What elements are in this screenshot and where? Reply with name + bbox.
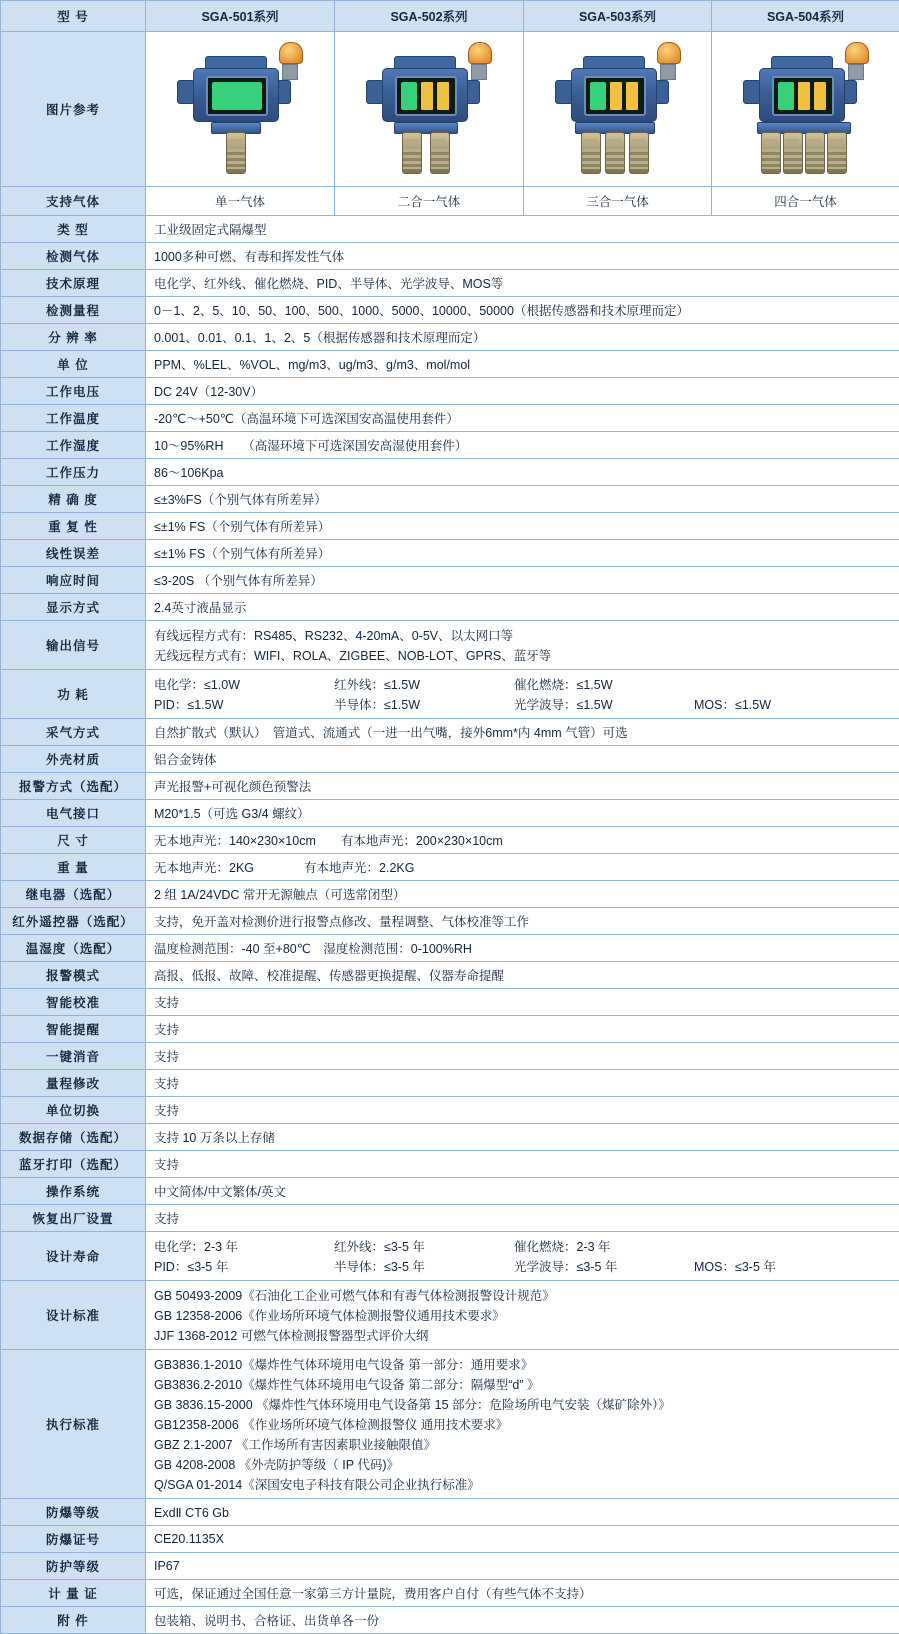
row-label: 技术原理 (1, 270, 146, 297)
table-row (1, 908, 899, 935)
row-value: CE20.1135X (146, 1526, 899, 1553)
exec-standard-item: GB 4208-2008 《外壳防护等级（ IP 代码)》 (154, 1454, 891, 1474)
table-row (1, 1124, 899, 1151)
row-value: IP67 (146, 1553, 899, 1580)
lifespan-catalytic: 催化燃烧：2-3 年 (514, 1237, 611, 1255)
row-value: 工业级固定式隔爆型 (146, 216, 899, 243)
row-label: 类 型 (1, 216, 146, 243)
table-row-gas-support (1, 187, 899, 216)
row-label: 工作压力 (1, 459, 146, 486)
row-value: 1000多种可燃、有毒和挥发性气体 (146, 243, 899, 270)
row-label: 量程修改 (1, 1070, 146, 1097)
row-label: 附 件 (1, 1607, 146, 1634)
row-value: ≤±3%FS（个别气体有所差异） (146, 486, 899, 513)
row-label: 报警模式 (1, 962, 146, 989)
gas-detector-illustration-3 (543, 38, 693, 180)
design-standard-item: GB 12358-2006《作业场所环境气体检测报警仪通用技术要求》 (154, 1305, 891, 1325)
table-row (1, 1178, 899, 1205)
power-catalytic: 催化燃烧：≤1.5W (514, 675, 613, 693)
table-row-exec-standard (1, 1350, 899, 1499)
row-label: 尺 寸 (1, 827, 146, 854)
row-value: 支持 (146, 1205, 899, 1232)
table-row (1, 1607, 899, 1634)
table-row (1, 881, 899, 908)
table-row (1, 405, 899, 432)
table-row (1, 243, 899, 270)
row-label: 报警方式（选配） (1, 773, 146, 800)
table-row (1, 962, 899, 989)
table-row (1, 1151, 899, 1178)
row-label: 单 位 (1, 351, 146, 378)
row-value: 声光报警+可视化颜色预警法 (146, 773, 899, 800)
row-value: ≤3-20S （个别气体有所差异） (146, 567, 899, 594)
row-label: 蓝牙打印（选配） (1, 1151, 146, 1178)
table-row (1, 1097, 899, 1124)
gas-support-2: 二合一气体 (335, 187, 524, 216)
table-row (1, 1043, 899, 1070)
row-label: 显示方式 (1, 594, 146, 621)
row-value: -20℃～+50℃（高温环境下可选深国安高温使用套件） (146, 405, 899, 432)
row-label-model: 型 号 (1, 1, 146, 32)
table-row-images (1, 32, 899, 187)
row-label-power: 功 耗 (1, 670, 146, 719)
row-label: 检测量程 (1, 297, 146, 324)
exec-standard-item: GB3836.2-2010《爆炸性气体环境用电气设备 第二部分：隔爆型“d” 》 (154, 1374, 891, 1394)
table-row (1, 351, 899, 378)
row-label-gas-support: 支持气体 (1, 187, 146, 216)
row-value: 中文简体/中文繁体/英文 (146, 1178, 899, 1205)
row-value: 支持，免开盖对检测价进行报警点修改、量程调整、气体校准等工作 (146, 908, 899, 935)
model-name-4: SGA-504系列 (712, 1, 899, 32)
table-row (1, 1553, 899, 1580)
table-row (1, 540, 899, 567)
row-value: 包装箱、说明书、合格证、出货单各一份 (146, 1607, 899, 1634)
row-value: 支持 (146, 1043, 899, 1070)
row-label: 电气接口 (1, 800, 146, 827)
table-row (1, 746, 899, 773)
design-standard-item: JJF 1368-2012 可燃气体检测报警器型式评价大纲 (154, 1325, 891, 1345)
row-value: 0－1、2、5、10、50、100、500、1000、5000、10000、50000（根据传感器和技术原理而定） (146, 297, 899, 324)
row-label: 智能校准 (1, 989, 146, 1016)
row-label: 数据存储（选配） (1, 1124, 146, 1151)
row-value: 支持 (146, 1016, 899, 1043)
row-label: 红外遥控器（选配） (1, 908, 146, 935)
row-value: 0.001、0.01、0.1、1、2、5（根据传感器和技术原理而定） (146, 324, 899, 351)
row-label: 精 确 度 (1, 486, 146, 513)
row-label: 防爆等级 (1, 1499, 146, 1526)
row-label: 恢复出厂设置 (1, 1205, 146, 1232)
table-row (1, 297, 899, 324)
row-label-output-signal: 输出信号 (1, 621, 146, 670)
row-label-exec-standard: 执行标准 (1, 1350, 146, 1499)
power-mos: MOS：≤1.5W (694, 695, 771, 713)
table-row (1, 854, 899, 881)
row-label: 响应时间 (1, 567, 146, 594)
row-value: DC 24V（12-30V） (146, 378, 899, 405)
lifespan-line-2 (154, 1256, 891, 1276)
table-row (1, 378, 899, 405)
gas-support-1: 单一气体 (146, 187, 335, 216)
row-label: 工作温度 (1, 405, 146, 432)
product-image-3 (524, 32, 712, 187)
row-value: 铝合金铸体 (146, 746, 899, 773)
row-label: 线性误差 (1, 540, 146, 567)
model-name-1: SGA-501系列 (146, 1, 335, 32)
row-value: 无本地声光：2KG 有本地声光：2.2KG (146, 854, 899, 881)
row-label: 温湿度（选配） (1, 935, 146, 962)
lifespan-semiconductor: 半导体：≤3-5 年 (334, 1257, 514, 1275)
row-value-design-standard (146, 1281, 899, 1350)
row-value: 2.4英寸液晶显示 (146, 594, 899, 621)
row-label: 重 量 (1, 854, 146, 881)
row-value: 高报、低报、故障、校准提醒、传感器更换提醒、仪器寿命提醒 (146, 962, 899, 989)
row-value: M20*1.5（可选 G3/4 螺纹） (146, 800, 899, 827)
exec-standard-item: GB12358-2006 《作业场所环境气体检测报警仪 通用技术要求》 (154, 1414, 891, 1434)
table-row-design-standard (1, 1281, 899, 1350)
product-image-1 (146, 32, 335, 187)
row-label: 一键消音 (1, 1043, 146, 1070)
lifespan-optical: 光学波导：≤3-5 年 (514, 1257, 694, 1275)
row-value: ≤±1% FS（个别气体有所差异） (146, 513, 899, 540)
gas-detector-illustration-2 (354, 38, 504, 180)
table-row (1, 773, 899, 800)
exec-standard-item: GB3836.1-2010《爆炸性气体环境用电气设备 第一部分：通用要求》 (154, 1354, 891, 1374)
row-label: 操作系统 (1, 1178, 146, 1205)
lifespan-ir: 红外线：≤3-5 年 (334, 1237, 514, 1255)
table-row (1, 935, 899, 962)
row-label: 防爆证号 (1, 1526, 146, 1553)
table-row (1, 432, 899, 459)
power-line-2 (154, 694, 891, 714)
output-signal-wireless: 无线远程方式有：WIFI、ROLA、ZIGBEE、NOB-LOT、GPRS、蓝牙等 (154, 645, 891, 665)
row-label: 检测气体 (1, 243, 146, 270)
table-row (1, 1499, 899, 1526)
table-row (1, 800, 899, 827)
row-label: 计 量 证 (1, 1580, 146, 1607)
row-label-design-standard: 设计标准 (1, 1281, 146, 1350)
table-row (1, 719, 899, 746)
row-value-exec-standard (146, 1350, 899, 1499)
row-value: 支持 (146, 1151, 899, 1178)
model-name-2: SGA-502系列 (335, 1, 524, 32)
row-value: ExdⅡ CT6 Gb (146, 1499, 899, 1526)
lifespan-mos: MOS：≤3-5 年 (694, 1257, 776, 1275)
row-label: 智能提醒 (1, 1016, 146, 1043)
table-row (1, 486, 899, 513)
design-standard-item: GB 50493-2009《石油化工企业可燃气体和有毒气体检测报警设计规范》 (154, 1285, 891, 1305)
row-value-power (146, 670, 899, 719)
row-value: PPM、%LEL、%VOL、mg/m3、ug/m3、g/m3、mol/mol (146, 351, 899, 378)
table-row (1, 324, 899, 351)
table-row-output-signal (1, 621, 899, 670)
table-row (1, 989, 899, 1016)
row-value: 自然扩散式（默认） 管道式、流通式（一进一出气嘴，接外6mm*内 4mm 气管）可选 (146, 719, 899, 746)
table-row (1, 459, 899, 486)
row-label: 防护等级 (1, 1553, 146, 1580)
row-label: 重 复 性 (1, 513, 146, 540)
table-row (1, 1580, 899, 1607)
product-image-4 (712, 32, 899, 187)
gas-support-3: 三合一气体 (524, 187, 712, 216)
power-optical: 光学波导：≤1.5W (514, 695, 694, 713)
power-echem: 电化学：≤1.0W (154, 675, 334, 693)
output-signal-wired: 有线远程方式有：RS485、RS232、4-20mA、0-5V、以太网口等 (154, 625, 891, 645)
row-label-image: 图片参考 (1, 32, 146, 187)
lifespan-pid: PID：≤3-5 年 (154, 1257, 334, 1275)
row-value-lifespan (146, 1232, 899, 1281)
power-pid: PID：≤1.5W (154, 695, 334, 713)
row-label: 单位切换 (1, 1097, 146, 1124)
table-row (1, 567, 899, 594)
table-row (1, 1016, 899, 1043)
row-value: 无本地声光：140×230×10cm 有本地声光：200×230×10cm (146, 827, 899, 854)
row-label: 采气方式 (1, 719, 146, 746)
row-value: 2 组 1A/24VDC 常开无源触点（可选常闭型） (146, 881, 899, 908)
row-label: 继电器（选配） (1, 881, 146, 908)
table-row-model (1, 1, 899, 32)
power-line-1 (154, 674, 891, 694)
table-row (1, 1526, 899, 1553)
row-value: 支持 10 万条以上存储 (146, 1124, 899, 1151)
row-value: 支持 (146, 1097, 899, 1124)
row-value: 支持 (146, 989, 899, 1016)
row-label: 外壳材质 (1, 746, 146, 773)
row-value: 支持 (146, 1070, 899, 1097)
row-value: 可选，保证通过全国任意一家第三方计量院，费用客户自付（有些气体不支持） (146, 1580, 899, 1607)
lifespan-echem: 电化学：2-3 年 (154, 1237, 334, 1255)
table-row (1, 1205, 899, 1232)
exec-standard-item: GB 3836.15-2000 《爆炸性气体环境用电气设备第 15 部分：危险场所电气安装（煤矿除外）》 (154, 1394, 891, 1414)
row-label: 工作电压 (1, 378, 146, 405)
power-semiconductor: 半导体：≤1.5W (334, 695, 514, 713)
row-value: 10～95%RH （高湿环境下可选深国安高湿使用套件） (146, 432, 899, 459)
row-label-lifespan: 设计寿命 (1, 1232, 146, 1281)
row-value: 电化学、红外线、催化燃烧、PID、半导体、光学波导、MOS等 (146, 270, 899, 297)
row-value: ≤±1% FS（个别气体有所差异） (146, 540, 899, 567)
table-row-lifespan (1, 1232, 899, 1281)
table-row (1, 1070, 899, 1097)
lifespan-line-1 (154, 1236, 891, 1256)
exec-standard-item: Q/SGA 01-2014《深国安电子科技有限公司企业执行标准》 (154, 1474, 891, 1494)
row-label: 分 辨 率 (1, 324, 146, 351)
table-row-power (1, 670, 899, 719)
table-row (1, 513, 899, 540)
row-label: 工作湿度 (1, 432, 146, 459)
gas-support-4: 四合一气体 (712, 187, 899, 216)
gas-detector-illustration-4 (731, 38, 881, 180)
gas-detector-illustration-1 (165, 38, 315, 180)
exec-standard-item: GBZ 2.1-2007 《工作场所有害因素职业接触限值》 (154, 1434, 891, 1454)
table-row (1, 216, 899, 243)
table-row (1, 270, 899, 297)
table-row (1, 594, 899, 621)
row-value: 86～106Kpa (146, 459, 899, 486)
product-image-2 (335, 32, 524, 187)
power-ir: 红外线：≤1.5W (334, 675, 514, 693)
table-row (1, 827, 899, 854)
model-name-3: SGA-503系列 (524, 1, 712, 32)
row-value-output-signal (146, 621, 899, 670)
row-value: 温度检测范围：-40 至+80℃ 湿度检测范围：0-100%RH (146, 935, 899, 962)
